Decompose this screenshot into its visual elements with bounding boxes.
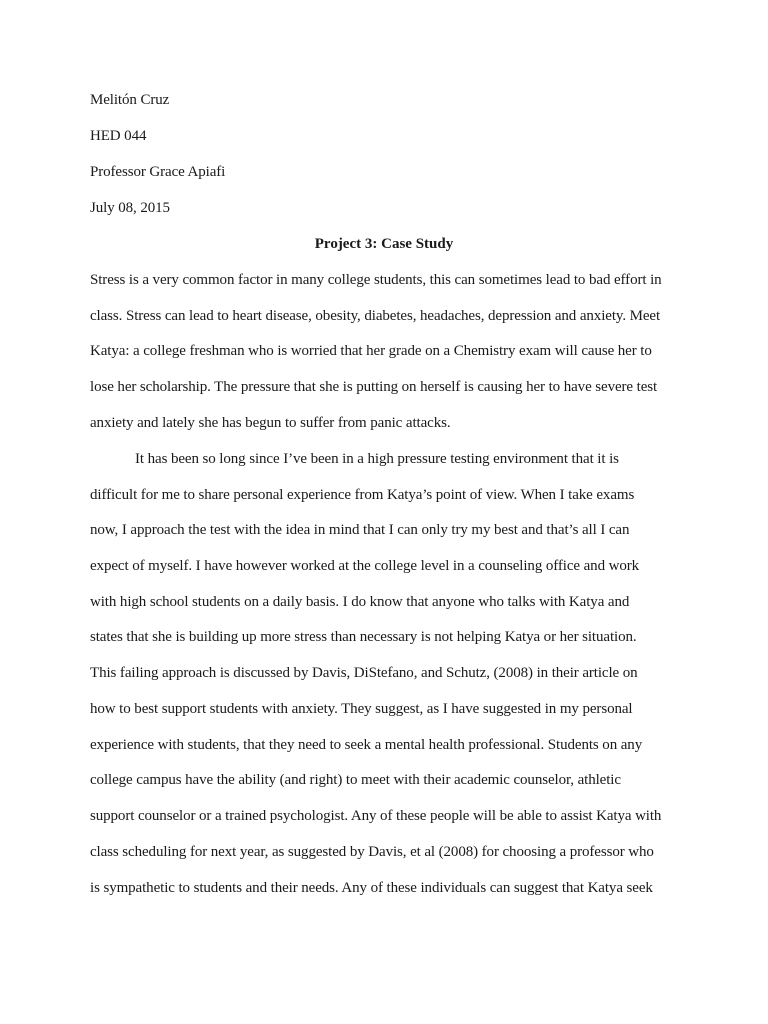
paragraph-line: difficult for me to share personal experience from Katya’s point of view. When I take exams bbox=[90, 487, 635, 503]
paragraph-line: Stress is a very common factor in many college students, this can sometimes lead to bad effort in bbox=[90, 272, 662, 288]
paragraph-line: class scheduling for next year, as suggested by Davis, et al (2008) for choosing a professor who bbox=[90, 844, 654, 860]
paragraph-line: college campus have the ability (and right) to meet with their academic counselor, athletic bbox=[90, 772, 621, 788]
paragraph-line-indented: It has been so long since I’ve been in a high pressure testing environment that it is bbox=[135, 451, 619, 467]
paragraph-line: This failing approach is discussed by Davis, DiStefano, and Schutz, (2008) in their article on bbox=[90, 665, 638, 681]
paragraph-line: anxiety and lately she has begun to suffer from panic attacks. bbox=[90, 415, 451, 431]
paragraph-line: expect of myself. I have however worked at the college level in a counseling office and work bbox=[90, 558, 640, 574]
course-code: HED 044 bbox=[90, 128, 147, 144]
paragraph-line: with high school students on a daily basis. I do know that anyone who talks with Katya and bbox=[90, 594, 630, 610]
paragraph-line: lose her scholarship. The pressure that she is putting on herself is causing her to have severe test bbox=[90, 379, 658, 395]
paragraph-line: how to best support students with anxiety. They suggest, as I have suggested in my personal bbox=[90, 701, 633, 717]
paragraph-line: support counselor or a trained psychologist. Any of these people will be able to assist Katya with bbox=[90, 808, 662, 824]
paragraph-line: Katya: a college freshman who is worried that her grade on a Chemistry exam will cause her to bbox=[90, 343, 652, 359]
date: July 08, 2015 bbox=[90, 200, 170, 216]
paragraph-line: is sympathetic to students and their needs. Any of these individuals can suggest that Katya seek bbox=[90, 880, 653, 896]
paragraph-line: now, I approach the test with the idea in mind that I can only try my best and that’s all I can bbox=[90, 522, 630, 538]
paragraph-line: class. Stress can lead to heart disease, obesity, diabetes, headaches, depression and anxiety. Meet bbox=[90, 308, 661, 324]
professor-name: Professor Grace Apiafi bbox=[90, 164, 226, 180]
document-title: Project 3: Case Study bbox=[314, 236, 454, 252]
author-name: Melitón Cruz bbox=[90, 92, 170, 108]
paragraph-line: states that she is building up more stress than necessary is not helping Katya or her situation. bbox=[90, 629, 637, 645]
paragraph-line: experience with students, that they need to seek a mental health professional. Students on any bbox=[90, 737, 643, 753]
